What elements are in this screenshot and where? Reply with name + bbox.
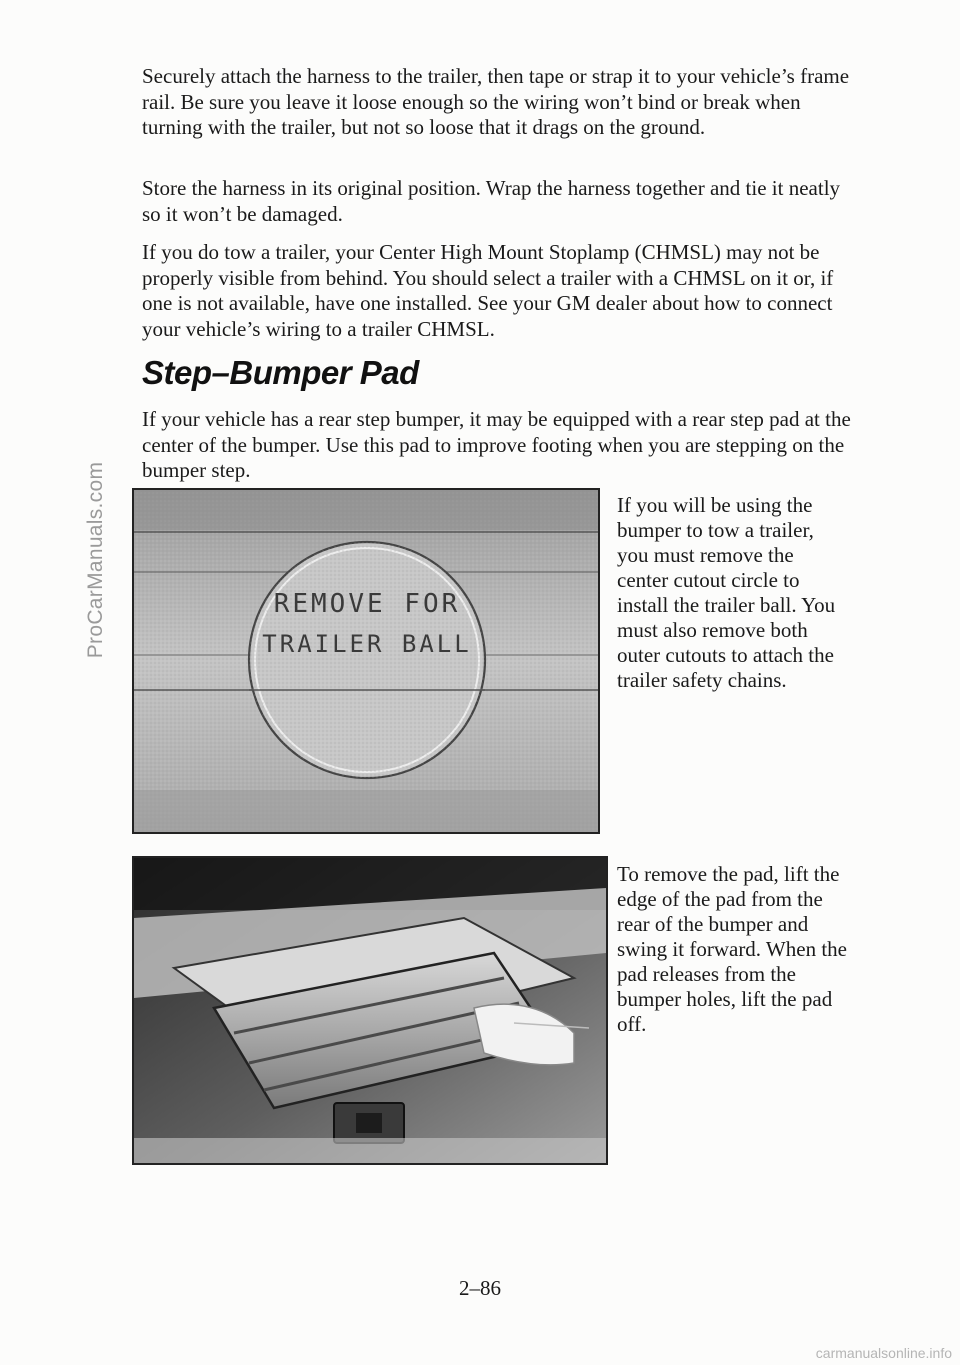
stamp-text-line1: REMOVE FOR: [273, 589, 461, 619]
figure2-caption: To remove the pad, lift the edge of the pad from the rear of the bumper and swing it forward. When the pad releases from the bumper holes, lift the pad off.: [617, 862, 847, 1036]
page-number: 2–86: [459, 1276, 501, 1300]
section-heading: Step–Bumper Pad: [142, 354, 419, 391]
stamp-text-line2: TRAILER BALL: [262, 630, 472, 658]
figure1-caption: If you will be using the bumper to tow a trailer, you must remove the center cutout circle to install the trailer ball. You must also remove both outer cutouts to attach the trailer safety chains.: [617, 493, 836, 692]
pad-removal-illustration: [134, 858, 606, 1163]
side-watermark: ProCarManuals.com: [84, 461, 107, 659]
paragraph-harness-store: Store the harness in its original position. Wrap the harness together and tie it neatly so it won’t be damaged.: [142, 176, 841, 226]
footer-watermark: carmanualsonline.info: [815, 1345, 952, 1361]
section-intro: If your vehicle has a rear step bumper, it may be equipped with a rear step pad at the center of the bumper. Use this pad to improve footing when you are stepping on the bumper step.: [142, 407, 851, 482]
paragraph-chmsl: If you do tow a trailer, your Center High Mount Stoplamp (CHMSL) may not be properly visible from behind. You should select a trailer with a CHMSL on it or, if one is not available, have one installed. See your GM dealer about how to connect your vehicle’s wiring to a trailer CHMSL.: [142, 240, 834, 341]
paragraph-harness-attach: Securely attach the harness to the trailer, then tape or strap it to your vehicle’s frame rail. Be sure you leave it loose enough so the wiring won’t bind or break when turning with the trailer, but not so loose that it drags on the ground.: [142, 64, 850, 139]
pad-removal-photo: [132, 856, 608, 1165]
step-pad-photo: [132, 488, 600, 834]
step-pad-illustration: [134, 490, 598, 832]
